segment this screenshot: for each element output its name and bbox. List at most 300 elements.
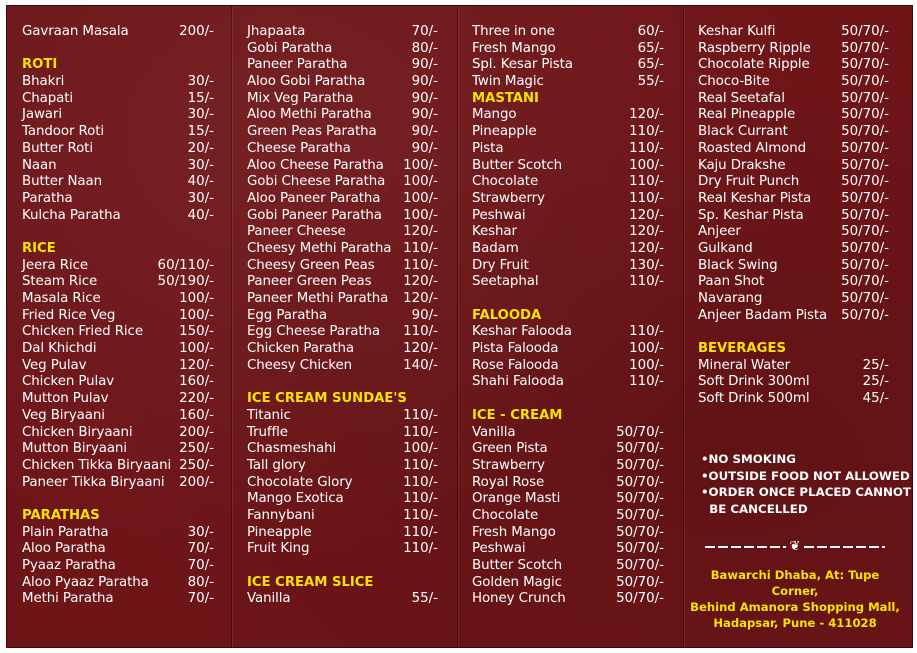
item-name: Soft Drink 300ml xyxy=(698,374,810,390)
menu-item xyxy=(247,591,438,608)
item-price: 50/70/- xyxy=(841,174,889,190)
item-name: Chocolate Ripple xyxy=(698,57,810,73)
menu-item xyxy=(22,141,214,158)
menu-item xyxy=(22,591,214,608)
item-name: Kaju Drakshe xyxy=(698,157,786,173)
item-name: Real Keshar Pista xyxy=(698,190,812,206)
menu-item xyxy=(698,358,889,375)
menu-item xyxy=(247,458,438,475)
section-heading: FALOODA xyxy=(472,307,542,323)
menu-item xyxy=(698,241,889,258)
section-heading: ROTI xyxy=(22,57,58,73)
item-price: 100/- xyxy=(403,190,438,206)
item-price: 50/70/- xyxy=(616,491,664,507)
item-price: 50/70/- xyxy=(841,124,889,140)
item-price: 25/- xyxy=(862,374,889,390)
item-price: 70/- xyxy=(411,24,438,39)
menu-panel-4 xyxy=(698,24,889,408)
item-name: Golden Magic xyxy=(472,574,562,590)
item-price: 50/70/- xyxy=(841,157,889,173)
menu-item xyxy=(22,475,214,492)
item-name: Egg Paratha xyxy=(247,307,327,323)
menu-item xyxy=(247,541,438,558)
item-name: Roasted Almond xyxy=(698,140,807,156)
divider-line xyxy=(804,546,885,548)
item-price: 110/- xyxy=(629,274,664,290)
menu-item xyxy=(22,107,214,124)
menu-item xyxy=(472,358,664,375)
menu-item xyxy=(22,425,214,442)
menu-item xyxy=(472,208,664,225)
item-price: 45/- xyxy=(862,391,889,407)
item-price: 110/- xyxy=(403,491,438,507)
item-name: Fruit King xyxy=(247,541,310,557)
item-price: 50/70/- xyxy=(616,474,664,490)
section-spacer xyxy=(22,41,214,58)
menu-item xyxy=(247,341,438,358)
menu-item xyxy=(472,508,664,525)
item-name: Jeera Rice xyxy=(22,257,89,273)
menu-item xyxy=(247,208,438,225)
menu-item xyxy=(472,491,664,508)
menu-item xyxy=(472,191,664,208)
menu-item xyxy=(698,291,889,308)
section-spacer xyxy=(472,391,664,408)
menu-item xyxy=(472,107,664,124)
menu-item xyxy=(22,441,214,458)
section-heading: RICE xyxy=(22,240,56,256)
item-name: Black Currant xyxy=(698,124,788,140)
item-name: Jawari xyxy=(22,107,62,123)
menu-item xyxy=(698,74,889,91)
menu-item xyxy=(472,541,664,558)
menu-panel-2 xyxy=(247,24,438,608)
item-price: 120/- xyxy=(629,207,664,223)
item-name: Real Seetafal xyxy=(698,90,785,106)
item-price: 70/- xyxy=(187,541,214,557)
item-name: Mutton Biryaani xyxy=(22,441,127,457)
item-price: 110/- xyxy=(629,140,664,156)
item-price: 15/- xyxy=(187,90,214,106)
item-name: Badam xyxy=(472,240,519,256)
menu-item xyxy=(698,107,889,124)
item-price: 50/70/- xyxy=(841,257,889,273)
item-price: 110/- xyxy=(403,324,438,340)
menu-item xyxy=(472,558,664,575)
address-line-2: Behind Amanora Shopping Mall, xyxy=(690,600,900,614)
item-price: 110/- xyxy=(629,190,664,206)
item-price: 90/- xyxy=(411,107,438,123)
menu-item xyxy=(247,324,438,341)
menu-item xyxy=(698,224,889,241)
item-name: Plain Paratha xyxy=(22,524,109,540)
item-name: Chicken Fried Rice xyxy=(22,324,143,340)
item-name: Chocolate xyxy=(472,507,539,523)
item-price: 50/70/- xyxy=(616,591,664,607)
item-price: 110/- xyxy=(403,407,438,423)
item-name: Titanic xyxy=(247,407,291,423)
item-price: 110/- xyxy=(403,524,438,540)
menu-item xyxy=(247,308,438,325)
address-line-1: Bawarchi Dhaba, At: Tupe Corner, xyxy=(710,568,880,598)
menu-item xyxy=(247,425,438,442)
menu-item xyxy=(472,224,664,241)
menu-item xyxy=(22,124,214,141)
menu-item xyxy=(698,191,889,208)
item-name: Twin Magic xyxy=(472,74,544,90)
item-price: 250/- xyxy=(179,441,214,457)
item-price: 110/- xyxy=(403,474,438,490)
item-name: Aloo Pyaaz Paratha xyxy=(22,574,149,590)
menu-item xyxy=(22,525,214,542)
item-price: 100/- xyxy=(179,291,214,306)
item-price: 90/- xyxy=(411,90,438,106)
item-name: Anjeer xyxy=(698,224,741,240)
item-price: 110/- xyxy=(629,324,664,340)
menu-item xyxy=(472,575,664,592)
item-name: Aloo Gobi Paratha xyxy=(247,74,366,90)
menu-item xyxy=(22,74,214,91)
item-price: 200/- xyxy=(179,474,214,490)
item-name: Gavraan Masala xyxy=(22,24,129,39)
item-price: 30/- xyxy=(187,107,214,123)
rule-order-cancel: •ORDER ONCE PLACED CANNOT xyxy=(701,485,911,500)
item-price: 55/- xyxy=(637,74,664,90)
item-name: Bhakri xyxy=(22,74,65,90)
item-name: Jhapaata xyxy=(247,24,306,39)
item-price: 50/70/- xyxy=(841,40,889,56)
item-name: Chicken Biryaani xyxy=(22,424,133,440)
menu-item xyxy=(247,57,438,74)
item-price: 50/70/- xyxy=(616,541,664,557)
item-name: Chocolate Glory xyxy=(247,474,353,490)
menu-item xyxy=(247,91,438,108)
item-name: Aloo Cheese Paratha xyxy=(247,157,384,173)
item-price: 110/- xyxy=(629,374,664,390)
item-price: 50/70/- xyxy=(616,507,664,523)
item-price: 90/- xyxy=(411,74,438,90)
item-price: 160/- xyxy=(179,374,214,390)
item-name: Royal Rose xyxy=(472,474,545,490)
menu-item xyxy=(472,475,664,492)
item-price: 20/- xyxy=(187,140,214,156)
item-name: Fannybani xyxy=(247,507,315,523)
item-price: 120/- xyxy=(403,341,438,357)
section-heading: ICE CREAM SUNDAE'S xyxy=(247,391,407,407)
item-name: Dal Khichdi xyxy=(22,341,97,357)
item-name: Orange Masti xyxy=(472,491,561,507)
item-price: 50/70/- xyxy=(841,140,889,156)
menu-item xyxy=(22,541,214,558)
menu-item xyxy=(472,241,664,258)
item-price: 50/70/- xyxy=(616,424,664,440)
item-name: Paneer Paratha xyxy=(247,57,348,73)
item-name: Mutton Pulav xyxy=(22,391,109,407)
item-name: Kulcha Paratha xyxy=(22,207,121,223)
item-price: 90/- xyxy=(411,124,438,140)
item-name: Fresh Mango xyxy=(472,524,556,540)
menu-item xyxy=(698,124,889,141)
item-price: 50/70/- xyxy=(841,291,889,306)
item-price: 50/70/- xyxy=(841,90,889,106)
item-price: 220/- xyxy=(179,391,214,407)
item-price: 110/- xyxy=(403,424,438,440)
item-name: Strawberry xyxy=(472,190,545,206)
item-name: Chocolate xyxy=(472,174,539,190)
item-price: 50/70/- xyxy=(616,524,664,540)
item-price: 50/70/- xyxy=(841,190,889,206)
item-price: 140/- xyxy=(403,357,438,373)
item-name: Peshwai xyxy=(472,541,526,557)
item-name: Dry Fruit Punch xyxy=(698,174,800,190)
item-price: 50/70/- xyxy=(841,224,889,240)
menu-item xyxy=(22,408,214,425)
menu-item xyxy=(22,391,214,408)
section-spacer xyxy=(247,558,438,575)
menu-item xyxy=(472,591,664,608)
menu-item xyxy=(472,324,664,341)
item-name: Chicken Pulav xyxy=(22,374,115,390)
item-price: 100/- xyxy=(403,441,438,457)
item-price: 200/- xyxy=(179,424,214,440)
item-name: Naan xyxy=(22,157,57,173)
item-price: 50/190/- xyxy=(157,274,214,290)
menu-item xyxy=(22,91,214,108)
item-price: 120/- xyxy=(403,274,438,290)
item-price: 50/70/- xyxy=(616,558,664,573)
panel-fold xyxy=(683,6,684,647)
panel-fold xyxy=(231,6,232,647)
section-spacer xyxy=(247,374,438,391)
item-name: Fresh Mango xyxy=(472,40,556,56)
menu-item xyxy=(698,391,889,408)
item-name: Soft Drink 500ml xyxy=(698,391,810,407)
item-price: 60/110/- xyxy=(157,257,214,273)
item-name: Keshar Falooda xyxy=(472,324,572,340)
menu-item xyxy=(22,158,214,175)
item-name: Three in one xyxy=(472,24,555,39)
item-name: Vanilla xyxy=(247,591,291,607)
item-price: 200/- xyxy=(179,24,214,39)
item-price: 30/- xyxy=(187,74,214,90)
item-price: 130/- xyxy=(629,257,664,273)
item-name: Truffle xyxy=(247,424,288,440)
item-price: 110/- xyxy=(403,541,438,557)
menu-item xyxy=(247,441,438,458)
item-name: Gobi Paratha xyxy=(247,40,333,56)
item-name: Pineapple xyxy=(472,124,537,140)
item-name: Chicken Tikka Biryaani xyxy=(22,457,172,473)
item-name: Butter Roti xyxy=(22,140,93,156)
panel-fold xyxy=(457,6,458,647)
menu-item xyxy=(22,191,214,208)
menu-item xyxy=(22,575,214,592)
menu-item xyxy=(698,258,889,275)
item-price: 100/- xyxy=(629,341,664,357)
menu-item xyxy=(247,124,438,141)
menu-item xyxy=(698,274,889,291)
item-name: Aloo Paratha xyxy=(22,541,106,557)
menu-item xyxy=(472,74,664,91)
item-name: Mango xyxy=(472,107,517,123)
item-name: Anjeer Badam Pista xyxy=(698,307,828,323)
item-price: 100/- xyxy=(179,341,214,357)
item-name: Pineapple xyxy=(247,524,312,540)
item-price: 50/70/- xyxy=(841,207,889,223)
item-price: 160/- xyxy=(179,407,214,423)
divider-line xyxy=(705,546,786,548)
flourish-icon: ❦ xyxy=(789,539,801,554)
item-price: 55/- xyxy=(411,591,438,607)
item-name: Paneer Cheese xyxy=(247,224,346,240)
item-name: Pista xyxy=(472,140,504,156)
menu-item xyxy=(22,341,214,358)
item-name: Chicken Paratha xyxy=(247,341,355,357)
item-price: 50/70/- xyxy=(841,240,889,256)
item-name: Chapati xyxy=(22,90,74,106)
item-price: 250/- xyxy=(179,457,214,473)
item-price: 80/- xyxy=(411,40,438,56)
item-price: 100/- xyxy=(403,157,438,173)
menu-item xyxy=(698,41,889,58)
item-name: Strawberry xyxy=(472,457,545,473)
item-name: Vanilla xyxy=(472,424,516,440)
menu-item xyxy=(247,241,438,258)
menu-item xyxy=(247,107,438,124)
restaurant-address xyxy=(686,567,904,631)
menu-item xyxy=(247,274,438,291)
item-name: Veg Biryaani xyxy=(22,407,105,423)
section-spacer xyxy=(698,324,889,341)
item-name: Raspberry Ripple xyxy=(698,40,811,56)
item-name: Sp. Keshar Pista xyxy=(698,207,804,223)
item-price: 65/- xyxy=(637,57,664,73)
item-name: Shahi Falooda xyxy=(472,374,564,390)
item-name: Gobi Cheese Paratha xyxy=(247,174,386,190)
menu-item xyxy=(472,124,664,141)
menu-item xyxy=(22,291,214,308)
menu-item xyxy=(472,525,664,542)
menu-item xyxy=(472,274,664,291)
item-price: 120/- xyxy=(179,357,214,373)
item-name: Green Pista xyxy=(472,441,548,457)
item-name: Chasmeshahi xyxy=(247,441,337,457)
item-price: 100/- xyxy=(629,357,664,373)
menu-item xyxy=(22,458,214,475)
item-price: 50/70/- xyxy=(841,274,889,290)
item-name: Aloo Methi Paratha xyxy=(247,107,372,123)
item-name: Gulkand xyxy=(698,240,753,256)
menu-item xyxy=(22,308,214,325)
menu-item xyxy=(472,24,664,41)
item-price: 90/- xyxy=(411,307,438,323)
menu-item xyxy=(472,341,664,358)
item-name: Butter Scotch xyxy=(472,157,563,173)
item-name: Keshar Kulfi xyxy=(698,24,776,39)
item-name: Navarang xyxy=(698,291,763,306)
menu-item xyxy=(698,57,889,74)
section-spacer xyxy=(472,291,664,308)
item-name: Spl. Kesar Pista xyxy=(472,57,573,73)
menu-item xyxy=(698,374,889,391)
menu-item xyxy=(698,91,889,108)
item-price: 50/70/- xyxy=(616,457,664,473)
section-heading: MASTANI xyxy=(472,90,539,106)
item-price: 65/- xyxy=(637,40,664,56)
item-name: Choco-Bite xyxy=(698,74,770,90)
item-name: Pyaaz Paratha xyxy=(22,558,116,573)
item-price: 40/- xyxy=(187,174,214,190)
item-name: Seetaphal xyxy=(472,274,539,290)
item-name: Methi Paratha xyxy=(22,591,114,607)
menu-item xyxy=(22,24,214,41)
item-price: 80/- xyxy=(187,574,214,590)
item-name: Cheesy Chicken xyxy=(247,357,352,373)
menu-item xyxy=(247,525,438,542)
menu-item xyxy=(472,425,664,442)
item-price: 40/- xyxy=(187,207,214,223)
item-name: Cheesy Methi Paratha xyxy=(247,240,392,256)
menu-item xyxy=(472,174,664,191)
menu-item xyxy=(698,158,889,175)
rule-no-smoking: •NO SMOKING xyxy=(701,452,796,466)
item-name: Mango Exotica xyxy=(247,491,344,507)
item-name: Honey Crunch xyxy=(472,591,566,607)
menu-item xyxy=(698,174,889,191)
house-rules xyxy=(701,451,911,518)
item-name: Paneer Green Peas xyxy=(247,274,372,290)
item-name: Paneer Methi Paratha xyxy=(247,291,389,306)
item-name: Masala Rice xyxy=(22,291,101,306)
item-name: Paratha xyxy=(22,190,73,206)
item-price: 120/- xyxy=(629,224,664,240)
item-price: 60/- xyxy=(637,24,664,39)
item-price: 90/- xyxy=(411,57,438,73)
menu-item xyxy=(472,141,664,158)
item-name: Fried Rice Veg xyxy=(22,307,116,323)
item-price: 15/- xyxy=(187,124,214,140)
menu-item xyxy=(247,508,438,525)
item-name: Pista Falooda xyxy=(472,341,559,357)
item-name: Black Swing xyxy=(698,257,778,273)
address-line-3: Hadapsar, Pune - 411028 xyxy=(713,616,877,630)
item-price: 110/- xyxy=(403,240,438,256)
item-name: Dry Fruit xyxy=(472,257,529,273)
section-heading: ICE - CREAM xyxy=(472,407,563,423)
menu-item xyxy=(698,208,889,225)
item-price: 100/- xyxy=(629,157,664,173)
menu-item xyxy=(22,208,214,225)
menu-item xyxy=(472,57,664,74)
item-price: 25/- xyxy=(862,357,889,373)
menu-item xyxy=(247,174,438,191)
menu-item xyxy=(472,158,664,175)
item-price: 90/- xyxy=(411,140,438,156)
item-price: 50/70/- xyxy=(841,24,889,39)
menu-item xyxy=(247,224,438,241)
section-spacer xyxy=(22,224,214,241)
item-name: Egg Cheese Paratha xyxy=(247,324,381,340)
menu-item xyxy=(247,358,438,375)
item-price: 30/- xyxy=(187,524,214,540)
item-name: Aloo Paneer Paratha xyxy=(247,190,381,206)
item-price: 110/- xyxy=(403,507,438,523)
item-price: 100/- xyxy=(403,207,438,223)
item-price: 150/- xyxy=(179,324,214,340)
item-name: Paneer Tikka Biryaani xyxy=(22,474,165,490)
section-heading: ICE CREAM SLICE xyxy=(247,574,374,590)
item-name: Butter Scotch xyxy=(472,558,563,573)
